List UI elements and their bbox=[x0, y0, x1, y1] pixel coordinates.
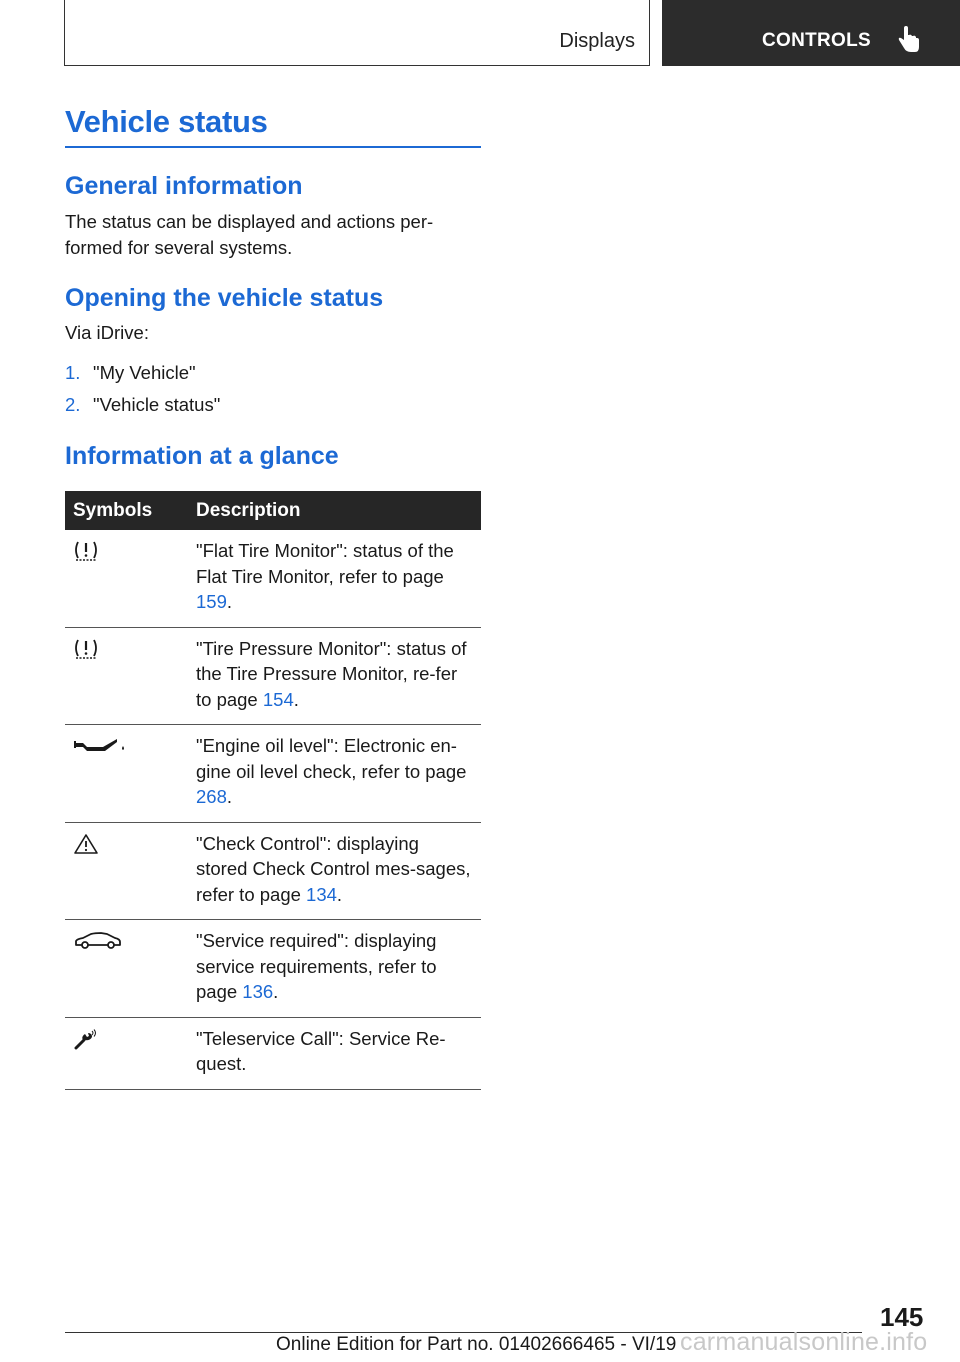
symbols-table bbox=[65, 491, 481, 1090]
description-cell bbox=[188, 1017, 481, 1089]
table-header-row bbox=[65, 491, 481, 530]
footer-edition: Online Edition for Part no. 01402666465 - VI/19 bbox=[276, 1334, 677, 1355]
teleservice-wrench-icon bbox=[73, 1028, 99, 1050]
pointing-hand-icon bbox=[896, 26, 922, 54]
general-information-heading: General information bbox=[65, 172, 303, 200]
description-cell: "Engine oil level": Electronic en-gine oil level check, refer to page 268. bbox=[188, 725, 481, 823]
glance-heading: Information at a glance bbox=[65, 442, 339, 470]
step-item bbox=[65, 394, 220, 416]
symbol-cell bbox=[65, 1017, 188, 1089]
description-text: "Check Control": displaying stored Check Control mes-sages, refer to page bbox=[196, 832, 471, 905]
page-title: Vehicle status bbox=[65, 104, 268, 139]
title-divider bbox=[65, 146, 481, 148]
symbol-cell bbox=[65, 627, 188, 725]
page-number: 145 bbox=[880, 1302, 924, 1332]
engine-oil-icon bbox=[73, 735, 127, 757]
header-section-box bbox=[64, 0, 650, 66]
watermark-text: carmanualsonline.info bbox=[680, 1328, 928, 1356]
step-item bbox=[65, 362, 196, 384]
header-chapter-box bbox=[662, 0, 960, 66]
step-number: 1. bbox=[65, 362, 81, 383]
table-row bbox=[65, 725, 481, 823]
symbol-cell bbox=[65, 822, 188, 920]
step-text: "My Vehicle" bbox=[93, 362, 196, 383]
description-cell: "Service required": displaying service requirements, refer to page 136. bbox=[188, 920, 481, 1018]
car-service-icon bbox=[73, 930, 123, 952]
table-row bbox=[65, 822, 481, 920]
page-reference-link[interactable]: 136 bbox=[242, 981, 274, 1002]
page-reference-link[interactable]: 159 bbox=[196, 591, 227, 612]
table-row bbox=[65, 627, 481, 725]
tire-pressure-monitor-icon bbox=[73, 638, 99, 660]
description-cell: "Check Control": displaying stored Check Control mes-sages, refer to page 134. bbox=[188, 822, 481, 920]
opening-heading: Opening the vehicle status bbox=[65, 284, 384, 312]
description-cell: "Flat Tire Monitor": status of the Flat Tire Monitor, refer to page 159. bbox=[188, 530, 481, 627]
column-header-symbols: Symbols bbox=[65, 491, 188, 530]
description-text: "Tire Pressure Monitor": status of the Tire Pressure Monitor, re-fer to page bbox=[196, 637, 467, 710]
table-row bbox=[65, 920, 481, 1018]
description-text: "Engine oil level": Electronic en-gine oil level check, refer to page bbox=[196, 735, 467, 782]
step-number: 2. bbox=[65, 394, 81, 415]
table-row bbox=[65, 1017, 481, 1089]
description-text: "Flat Tire Monitor": status of the Flat Tire Monitor, refer to page bbox=[196, 540, 454, 587]
symbol-cell bbox=[65, 530, 188, 627]
flat-tire-monitor-icon bbox=[73, 540, 99, 562]
page-reference-link[interactable]: 134 bbox=[306, 883, 337, 905]
header-section-title: Displays bbox=[559, 30, 635, 52]
step-text: "Vehicle status" bbox=[93, 394, 221, 415]
opening-intro: Via iDrive: bbox=[65, 322, 149, 343]
general-information-text: The status can be displayed and actions per-formed for several systems. bbox=[65, 211, 434, 258]
column-header-description: Description bbox=[188, 491, 481, 530]
symbol-cell bbox=[65, 920, 188, 1018]
description-text: "Teleservice Call": Service Re-quest. bbox=[196, 1027, 446, 1074]
description-text: "Service required": displaying service requirements, refer to page bbox=[196, 930, 437, 1002]
header-chapter-title: CONTROLS bbox=[762, 30, 872, 51]
warning-triangle-icon bbox=[73, 833, 99, 855]
table-row bbox=[65, 530, 481, 627]
symbol-cell bbox=[65, 725, 188, 823]
page-reference-link[interactable]: 154 bbox=[262, 688, 294, 710]
description-cell: "Tire Pressure Monitor": status of the Tire Pressure Monitor, re-fer to page 154. bbox=[188, 627, 481, 725]
page-reference-link[interactable]: 268 bbox=[196, 786, 227, 807]
